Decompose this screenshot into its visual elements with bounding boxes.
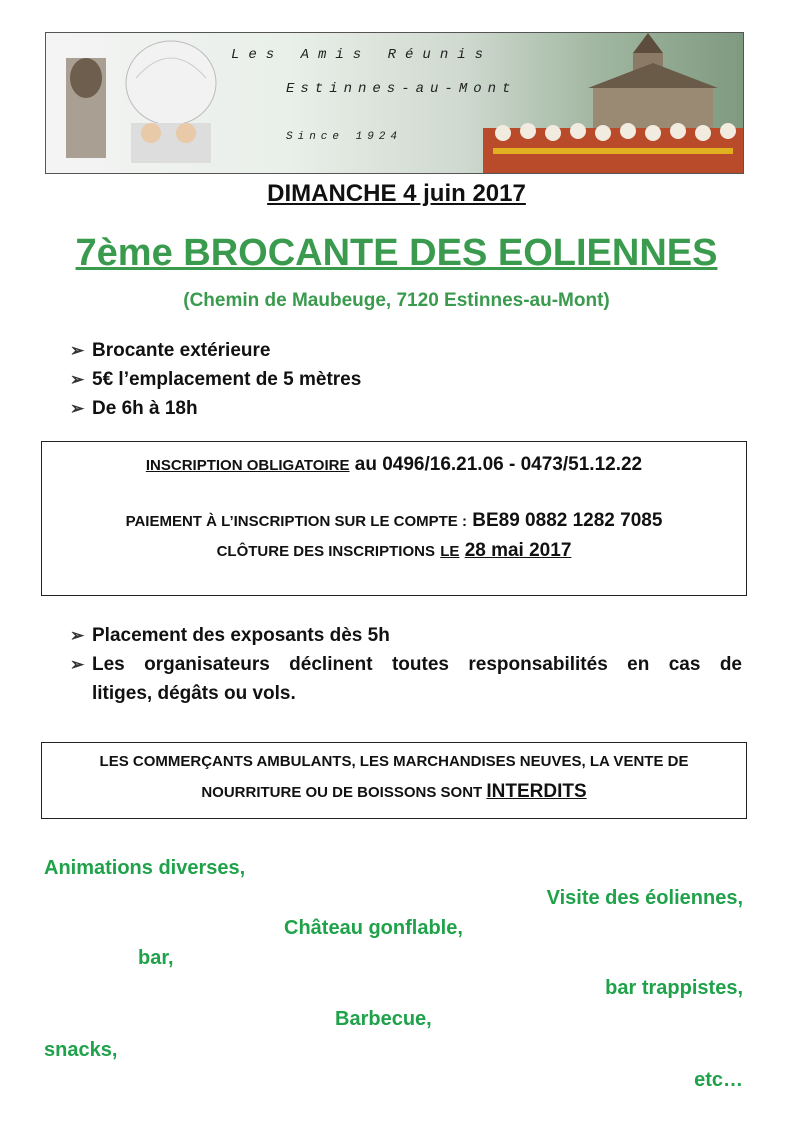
- animation-item: snacks,: [44, 1039, 118, 1061]
- animation-item: Visite des éoliennes,: [546, 887, 743, 909]
- animation-item: Animations diverses,: [44, 857, 246, 879]
- banner-since: Since 1924: [286, 131, 403, 143]
- registration-label: INSCRIPTION OBLIGATOIRE: [145, 457, 350, 474]
- rules-list: [70, 621, 742, 708]
- arrow-bullet-icon: ➢: [70, 655, 85, 674]
- banner-location: Estinnes-au-Mont: [286, 81, 517, 97]
- prohibited-emphasis: INTERDITS: [486, 781, 587, 802]
- arrow-bullet-icon: ➢: [70, 399, 85, 418]
- list-item: ➢ 5€ l’emplacement de 5 mètres: [70, 365, 361, 394]
- event-title: 7ème BROCANTE DES EOLIENNES: [75, 232, 718, 274]
- header-banner: [45, 32, 744, 174]
- arrow-bullet-icon: ➢: [70, 626, 85, 645]
- carnival-figures-illustration: [66, 38, 246, 168]
- list-item: ➢ Les organisateurs déclinent toutes responsabilités en cas de: [70, 650, 742, 679]
- animation-item: bar,: [138, 947, 174, 969]
- animation-item: Barbecue,: [335, 1008, 432, 1030]
- arrow-bullet-icon: ➢: [70, 341, 85, 360]
- animation-item: etc…: [694, 1069, 743, 1091]
- features-list: [70, 336, 361, 423]
- prohibited-box: [41, 742, 747, 819]
- church-and-gilles-illustration: [483, 33, 743, 173]
- prohibited-line1: LES COMMERÇANTS AMBULANTS, LES MARCHANDISES NEUVES, LA VENTE DE: [99, 753, 689, 770]
- event-date: DIMANCHE 4 juin 2017: [267, 180, 526, 207]
- list-item: ➢ Brocante extérieure: [70, 336, 361, 365]
- closing-prefix: LE: [440, 543, 460, 560]
- prohibited-line2: NOURRITURE OU DE BOISSONS SONT: [201, 784, 483, 801]
- payment-label: PAIEMENT À L’INSCRIPTION SUR LE COMPTE :: [125, 513, 467, 530]
- event-address: (Chemin de Maubeuge, 7120 Estinnes-au-Mont): [183, 290, 610, 311]
- closing-label: CLÔTURE DES INSCRIPTIONS: [216, 543, 435, 560]
- closing-date: 28 mai 2017: [464, 540, 572, 561]
- arrow-bullet-icon: ➢: [70, 370, 85, 389]
- animation-item: bar trappistes,: [605, 977, 743, 999]
- banner-title: Les Amis Réunis: [231, 47, 493, 63]
- animation-item: Château gonflable,: [284, 917, 463, 939]
- registration-box: [41, 441, 747, 596]
- list-item-continuation: litiges, dégâts ou vols.: [92, 683, 296, 704]
- registration-phones: au 0496/16.21.06 - 0473/51.12.22: [354, 454, 643, 475]
- list-item: ➢ Placement des exposants dès 5h: [70, 621, 742, 650]
- bank-account: BE89 0882 1282 7085: [472, 510, 663, 531]
- list-item: ➢ De 6h à 18h: [70, 394, 361, 423]
